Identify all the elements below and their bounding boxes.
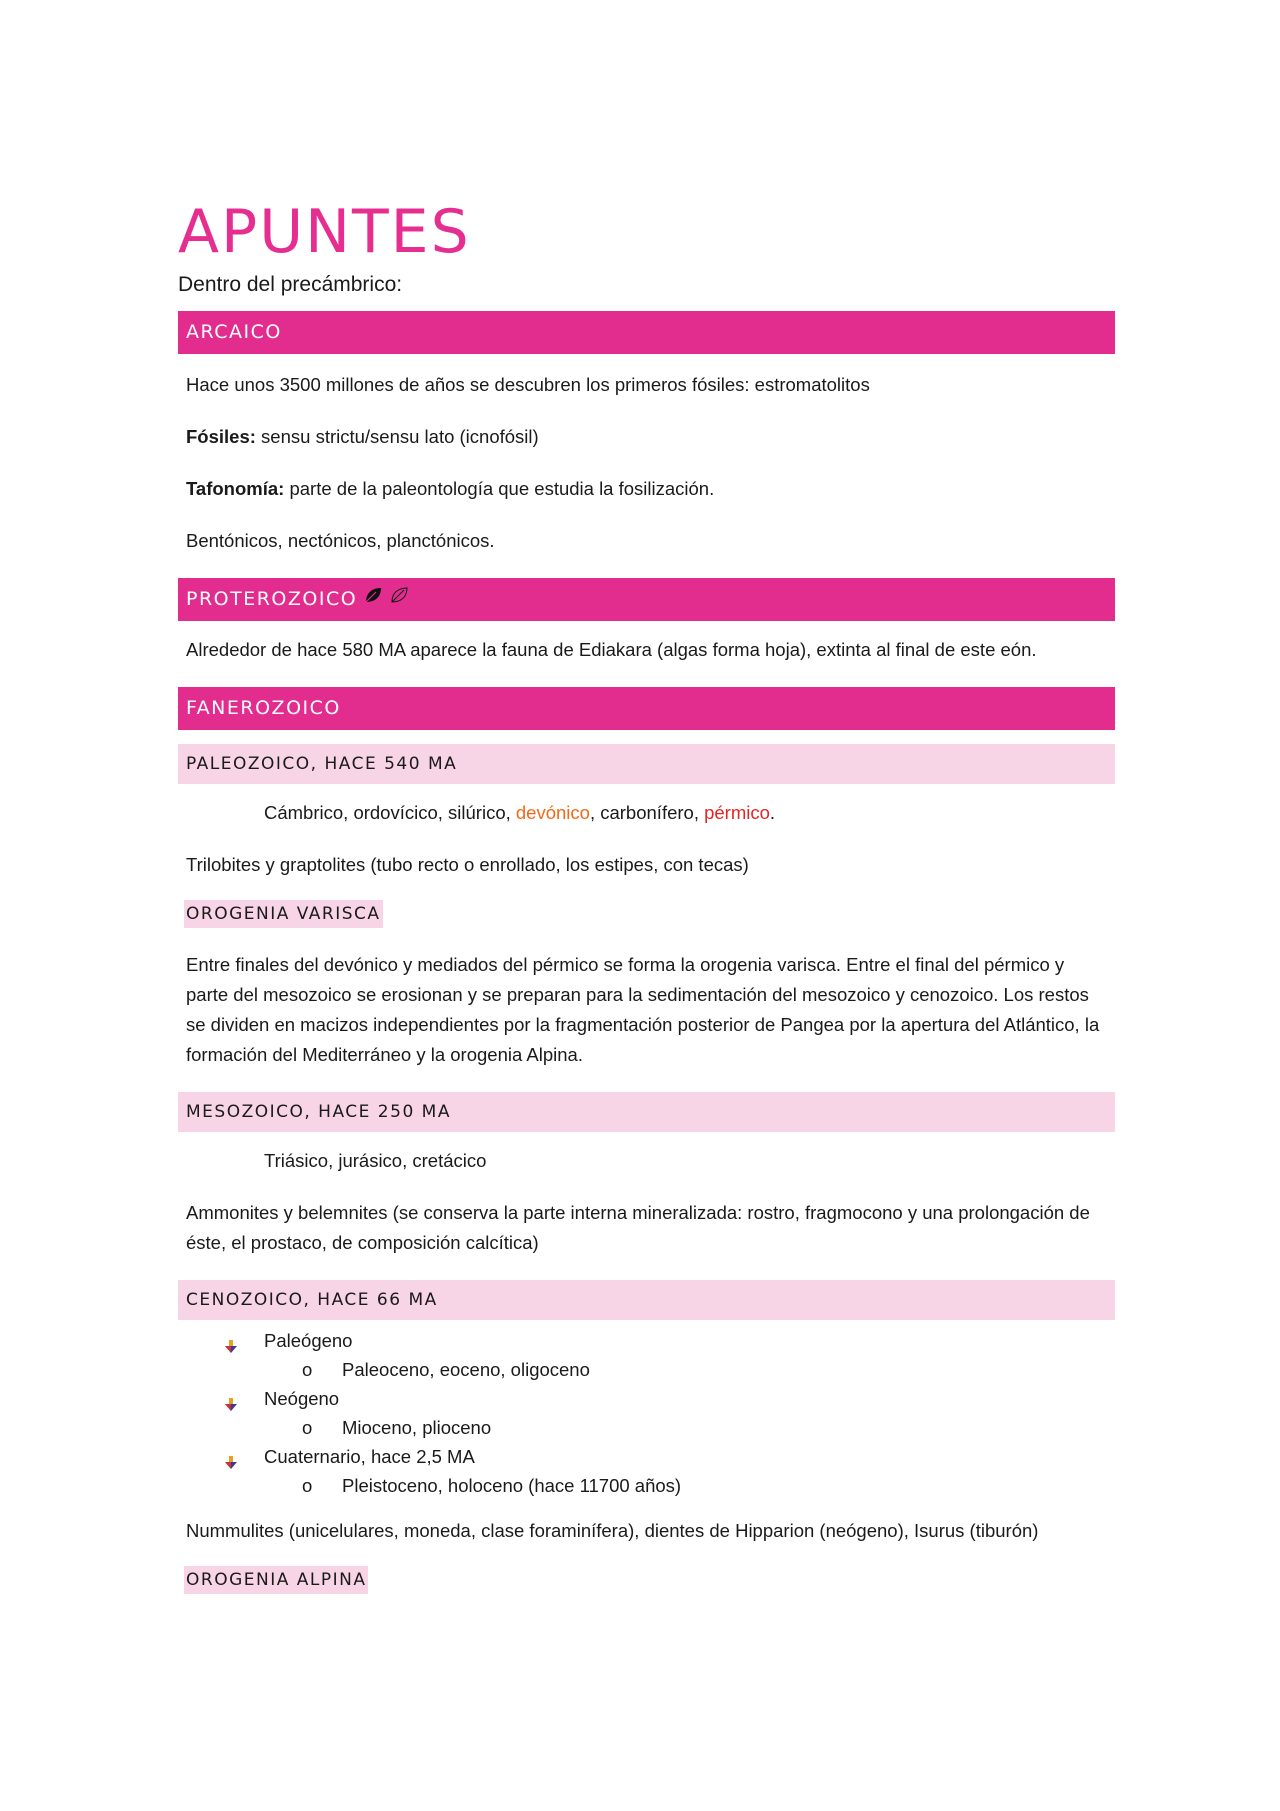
leaf-filled-icon [363, 578, 383, 621]
paragraph-orogenia-varisca: Entre finales del devónico y mediados del pérmico se forma la orogenia varisca. Entre el final del pérmico y parte del mesozoico se erosionan y se preparan para la sedimentación del mesozoico y cenozoico. Los restos se dividen en macizos independientes por la fragmentación posterior de Pangea por la apertura del Atlántico, la formación del Mediterráneo y la orogenia Alpina. [186, 954, 1100, 1065]
heading-orogenia-alpina: OROGENIA ALPINA [184, 1566, 368, 1594]
multicolor-arrow-bullet-icon [224, 1391, 238, 1405]
paragraph-cenozoico-fossils: Nummulites (unicelulares, moneda, clase foraminífera), dientes de Hipparion (neógeno), Isurus (tiburón) [186, 1520, 1039, 1541]
list-item-cuaternario [178, 1442, 1115, 1471]
list-subitem [178, 1355, 1115, 1384]
intro-text: Dentro del precámbrico: [178, 273, 403, 296]
list-subitem [178, 1413, 1115, 1442]
paleozoico-periods [178, 798, 1115, 828]
heading-mesozoico: MESOZOICO, HACE 250 MA [178, 1092, 1115, 1132]
definition-tafonomia: parte de la paleontología que estudia la fosilización. [284, 478, 715, 499]
multicolor-arrow-bullet-icon [224, 1449, 238, 1463]
list-subitem-label: Paleoceno, eoceno, oligoceno [342, 1359, 590, 1380]
heading-proterozoico-label: PROTEROZOICO [186, 588, 358, 610]
paragraph-paleozoico-fossils: Trilobites y graptolites (tubo recto o enrollado, los estipes, con tecas) [186, 854, 749, 875]
paragraph-fosiles [178, 422, 1115, 452]
list-subitem-label: Pleistoceno, holoceno (hace 11700 años) [342, 1475, 682, 1496]
term-tafonomia: Tafonomía: [186, 478, 285, 499]
paragraph-arcaico-4: Bentónicos, nectónicos, planctónicos. [186, 530, 495, 551]
list-subitem [178, 1471, 1115, 1500]
term-fosiles: Fósiles: [186, 426, 256, 447]
paragraph-proterozoico: Alrededor de hace 580 MA aparece la fauna de Ediakara (algas forma hoja), extinta al final de este eón. [186, 639, 1037, 660]
list-item-neogeno [178, 1384, 1115, 1413]
paragraph-mesozoico-fossils: Ammonites y belemnites (se conserva la parte interna mineralizada: rostro, fragmocono y una prolongación de éste, el prostaco, de composición calcítica) [186, 1202, 1090, 1253]
paleozoico-periods-a: Cámbrico, ordovícico, silúrico, [264, 802, 516, 823]
heading-orogenia-varisca: OROGENIA VARISCA [184, 900, 383, 928]
document-title: APUNTES [178, 197, 471, 267]
multicolor-arrow-bullet-icon [224, 1333, 238, 1347]
definition-fosiles: sensu strictu/sensu lato (icnofósil) [255, 426, 539, 447]
list-subitem-label: Mioceno, plioceno [342, 1417, 492, 1438]
heading-arcaico: ARCAICO [178, 311, 1115, 354]
sub-bullet-marker: o [302, 1475, 313, 1496]
list-item-label: Paleógeno [264, 1330, 353, 1351]
mesozoico-periods: Triásico, jurásico, cretácico [264, 1150, 487, 1171]
sub-bullet-marker: o [302, 1417, 313, 1438]
paragraph-arcaico-1: Hace unos 3500 millones de años se descubren los primeros fósiles: estromatolitos [186, 374, 870, 395]
paragraph-tafonomia [178, 474, 1115, 504]
period-devonico: devónico [515, 802, 590, 823]
heading-paleozoico: PALEOZOICO, HACE 540 MA [178, 744, 1115, 784]
leaf-outline-icon [389, 578, 409, 621]
heading-fanerozoico: FANEROZOICO [178, 687, 1115, 730]
heading-cenozoico: CENOZOICO, HACE 66 MA [178, 1280, 1115, 1320]
list-item-paleogeno [178, 1326, 1115, 1355]
paleozoico-periods-c: . [769, 802, 776, 823]
paleozoico-periods-b: , carbonífero, [589, 802, 705, 823]
document-content [178, 196, 1115, 1594]
sub-bullet-marker: o [302, 1359, 313, 1380]
list-item-label: Cuaternario, hace 2,5 MA [264, 1446, 475, 1467]
cenozoico-list [178, 1326, 1115, 1500]
list-item-label: Neógeno [264, 1388, 340, 1409]
period-permico: pérmico [704, 802, 770, 823]
heading-proterozoico [178, 578, 1115, 621]
